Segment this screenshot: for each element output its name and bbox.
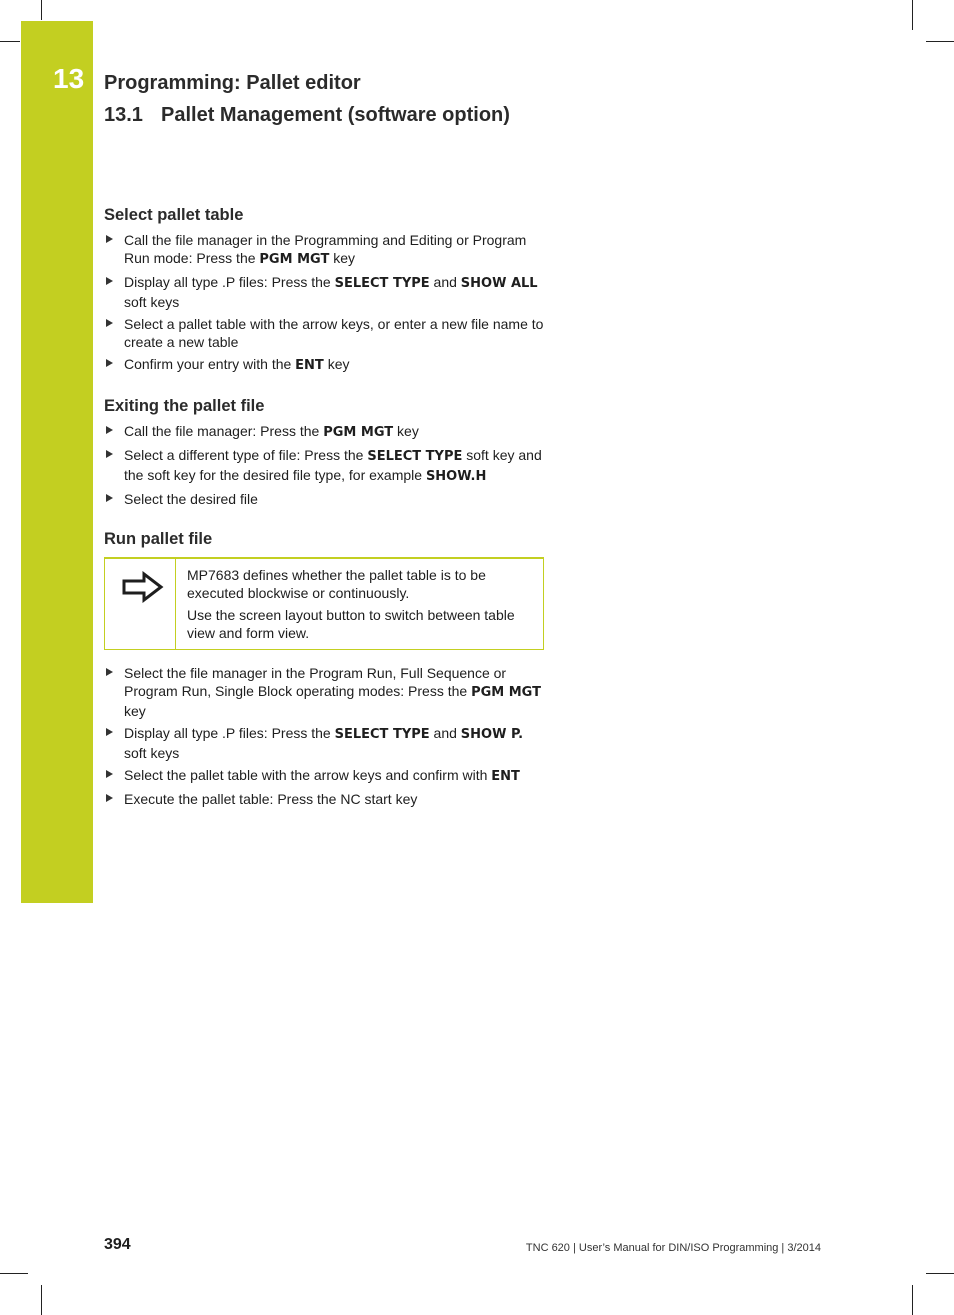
- step-list: [104, 422, 544, 508]
- step-item: Select the desired file: [104, 490, 544, 508]
- key-name: SELECT TYPE: [334, 276, 430, 291]
- bullet-triangle-icon: [106, 668, 113, 676]
- section-number: 13.1: [104, 104, 143, 126]
- bullet-triangle-icon: [106, 794, 113, 802]
- key-name: PGM MGT: [323, 425, 394, 440]
- crop-mark: [912, 1285, 913, 1315]
- key-name: SHOW.H: [425, 469, 487, 484]
- key-name: ENT: [491, 769, 520, 784]
- step-list: [104, 231, 544, 375]
- key-name: SHOW ALL: [460, 276, 538, 291]
- crop-mark: [0, 1273, 28, 1274]
- section-title: [104, 104, 510, 127]
- bullet-triangle-icon: [106, 770, 113, 778]
- page-number: 394: [104, 1236, 131, 1253]
- note-divider: [175, 559, 176, 649]
- step-item: Display all type .P files: Press the SELECT TYPE and SHOW P. soft keys: [104, 724, 544, 762]
- subsection-heading: Run pallet file: [104, 530, 213, 548]
- step-item: Display all type .P files: Press the SELECT TYPE and SHOW ALL soft keys: [104, 273, 544, 311]
- note-text: [187, 566, 527, 646]
- crop-mark: [41, 0, 42, 20]
- key-name: SELECT TYPE: [334, 727, 430, 742]
- bullet-triangle-icon: [106, 494, 113, 502]
- key-name: SELECT TYPE: [367, 449, 463, 464]
- bullet-triangle-icon: [106, 235, 113, 243]
- note-paragraph: Use the screen layout button to switch between table view and form view.: [187, 607, 515, 641]
- step-list: [104, 664, 544, 808]
- subsection-heading: Exiting the pallet file: [104, 397, 265, 415]
- step-item: Call the file manager: Press the PGM MGT key: [104, 422, 544, 442]
- key-name: PGM MGT: [259, 252, 330, 267]
- step-item: Select a different type of file: Press the SELECT TYPE soft key and the soft key for the desired file type, for example SHOW.H: [104, 446, 544, 486]
- bullet-triangle-icon: [106, 450, 113, 458]
- note-paragraph: MP7683 defines whether the pallet table is to be executed blockwise or continuously.: [187, 567, 486, 601]
- step-item: Select a pallet table with the arrow keys, or enter a new file name to create a new table: [104, 315, 544, 351]
- bullet-triangle-icon: [106, 319, 113, 327]
- crop-mark: [926, 1273, 954, 1274]
- step-item: Select the file manager in the Program Run, Full Sequence or Program Run, Single Block operating modes: Press the PGM MGT key: [104, 664, 544, 720]
- subsection-heading: Select pallet table: [104, 206, 244, 224]
- bullet-triangle-icon: [106, 728, 113, 736]
- arrow-right-icon: [122, 571, 164, 603]
- step-item: Execute the pallet table: Press the NC start key: [104, 790, 544, 808]
- step-item: Confirm your entry with the ENT key: [104, 355, 544, 375]
- crop-mark: [912, 0, 913, 30]
- crop-mark: [41, 1285, 42, 1315]
- bullet-triangle-icon: [106, 277, 113, 285]
- chapter-number: 13: [53, 63, 85, 94]
- chapter-title: Programming: Pallet editor: [104, 72, 361, 94]
- step-item: Call the file manager in the Programming and Editing or Program Run mode: Press the PGM MGT key: [104, 231, 544, 269]
- key-name: ENT: [295, 358, 324, 373]
- note-box: [104, 557, 544, 650]
- bullet-triangle-icon: [106, 359, 113, 367]
- page-footer: TNC 620 | User’s Manual for DIN/ISO Programming | 3/2014: [525, 1242, 821, 1254]
- section-title-text: Pallet Management (software option): [161, 104, 510, 126]
- bullet-triangle-icon: [106, 426, 113, 434]
- chapter-sidebar: [21, 21, 93, 903]
- key-name: SHOW P.: [460, 727, 524, 742]
- crop-mark: [0, 41, 20, 42]
- key-name: PGM MGT: [471, 685, 541, 700]
- main-content: [104, 206, 544, 812]
- step-item: Select the pallet table with the arrow keys and confirm with ENT: [104, 766, 544, 786]
- crop-mark: [926, 41, 954, 42]
